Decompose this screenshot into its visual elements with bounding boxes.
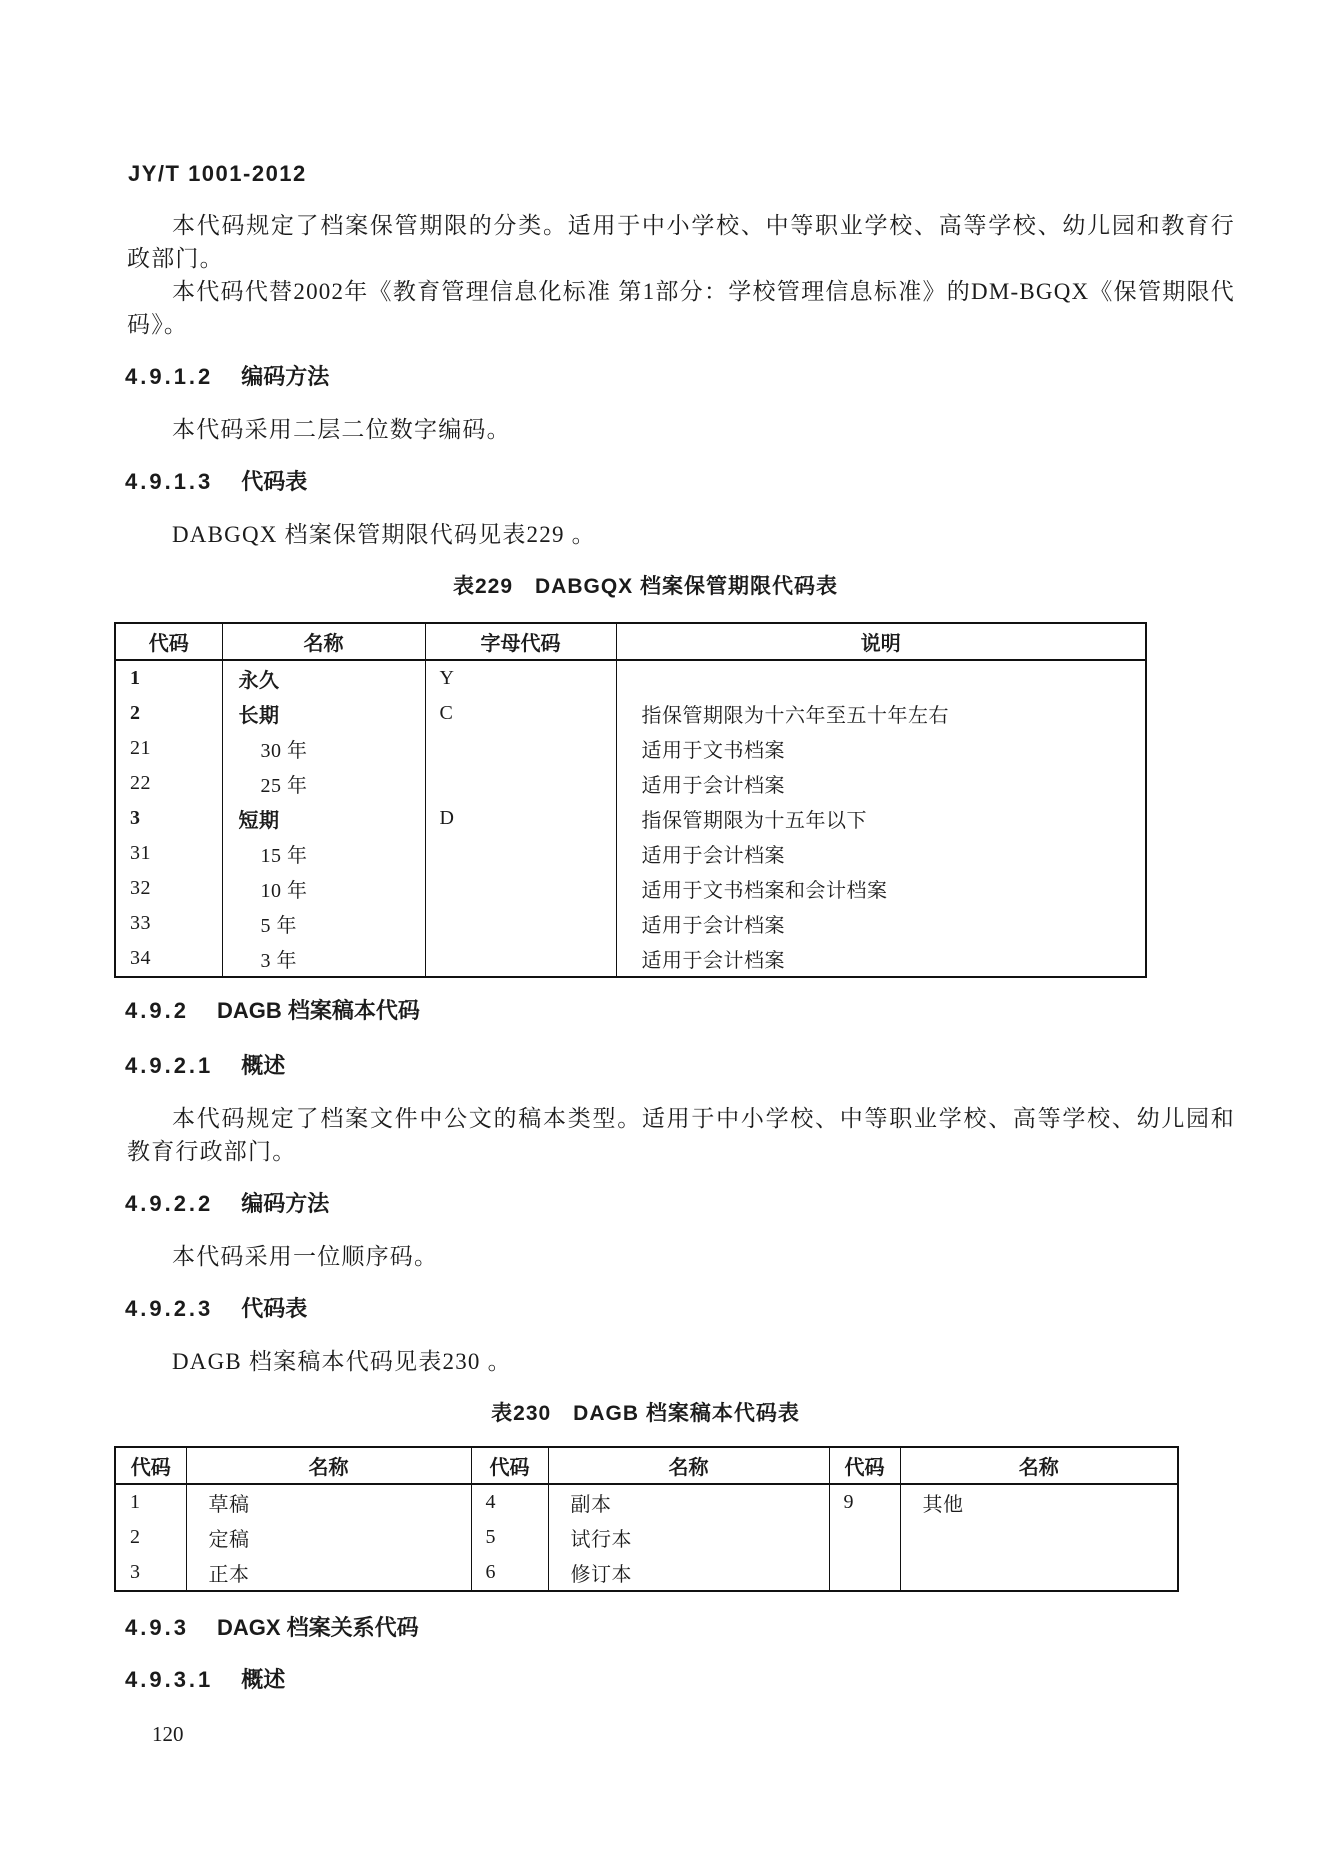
column-header-name: 名称 bbox=[186, 1447, 471, 1484]
heading-title: 概述 bbox=[241, 1053, 286, 1078]
code-cell: 1 bbox=[130, 667, 141, 689]
table-230-caption: 表230 DAGB 档案稿本代码表 bbox=[491, 1402, 800, 1425]
code-cell: 3 bbox=[130, 807, 141, 829]
table-229 bbox=[114, 622, 1147, 978]
letter-code-cell bbox=[425, 731, 616, 766]
name-cell: 长期 bbox=[222, 696, 425, 731]
code-cell: 2 bbox=[130, 702, 141, 724]
heading-number: 4.9.3.1 bbox=[125, 1667, 214, 1692]
letter-code-cell bbox=[425, 871, 616, 906]
column-header-code: 代码 bbox=[115, 1447, 186, 1484]
name-cell: 其他 bbox=[900, 1484, 1178, 1520]
table-row bbox=[115, 1555, 1178, 1591]
column-header-letter-code: 字母代码 bbox=[425, 623, 616, 660]
heading-number: 4.9.2.2 bbox=[125, 1191, 214, 1216]
section-heading-4921 bbox=[125, 1051, 1235, 1081]
code-cell: 21 bbox=[130, 737, 151, 759]
description-cell bbox=[616, 660, 1146, 696]
name-cell: 25 年 bbox=[222, 766, 425, 801]
code-cell: 33 bbox=[130, 912, 151, 934]
heading-title: 代码表 bbox=[241, 1296, 308, 1321]
heading-number: 4.9.2.3 bbox=[125, 1296, 214, 1321]
heading-title: DAGB 档案稿本代码 bbox=[216, 998, 420, 1023]
section-heading-4912 bbox=[125, 362, 1235, 392]
column-header-code: 代码 bbox=[829, 1447, 900, 1484]
code-cell: 2 bbox=[130, 1526, 141, 1548]
name-cell: 15 年 bbox=[222, 836, 425, 871]
heading-title: 代码表 bbox=[241, 469, 308, 494]
table-row bbox=[115, 941, 1146, 977]
code-cell: 34 bbox=[130, 947, 151, 969]
intro-paragraph-2: 本代码代替2002年《教育管理信息化标准 第1部分：学校管理信息标准》的DM-BGQX《保管期限代码》。 bbox=[127, 279, 1235, 337]
section-heading-4922 bbox=[125, 1189, 1235, 1219]
description-cell: 适用于会计档案 bbox=[616, 906, 1146, 941]
heading-number: 4.9.1.2 bbox=[125, 364, 214, 389]
table-row bbox=[115, 906, 1146, 941]
code-cell: 4 bbox=[471, 1484, 548, 1520]
name-cell: 副本 bbox=[548, 1484, 829, 1520]
letter-code-cell bbox=[425, 941, 616, 977]
name-cell bbox=[900, 1555, 1178, 1591]
coding-method-paragraph-2: 本代码采用一位顺序码。 bbox=[172, 1244, 439, 1269]
table-row bbox=[115, 696, 1146, 731]
heading-number: 4.9.1.3 bbox=[125, 469, 214, 494]
name-cell: 修订本 bbox=[548, 1555, 829, 1591]
description-cell: 适用于会计档案 bbox=[616, 836, 1146, 871]
heading-number: 4.9.2 bbox=[125, 998, 189, 1023]
code-cell: 9 bbox=[829, 1484, 900, 1520]
letter-code-cell bbox=[425, 906, 616, 941]
doc-code: JY/T 1001-2012 bbox=[128, 161, 307, 186]
column-header-name: 名称 bbox=[222, 623, 425, 660]
table-230-header-row bbox=[115, 1447, 1178, 1484]
coding-method-paragraph-1: 本代码采用二层二位数字编码。 bbox=[172, 417, 511, 442]
description-cell: 指保管期限为十六年至五十年左右 bbox=[616, 696, 1146, 731]
section-heading-492 bbox=[125, 996, 1235, 1026]
table-row bbox=[115, 801, 1146, 836]
section-heading-493 bbox=[125, 1613, 1235, 1643]
column-header-description: 说明 bbox=[616, 623, 1146, 660]
heading-title: 概述 bbox=[241, 1667, 286, 1692]
code-cell: 31 bbox=[130, 842, 151, 864]
overview-paragraph-2: 本代码规定了档案文件中公文的稿本类型。适用于中小学校、中等职业学校、高等学校、幼儿园和教育行政部门。 bbox=[127, 1106, 1235, 1164]
code-cell bbox=[829, 1520, 900, 1555]
letter-code-cell bbox=[425, 836, 616, 871]
section-heading-4913 bbox=[125, 467, 1235, 497]
page-number: 120 bbox=[152, 1722, 184, 1746]
table-229-reference: DABGQX 档案保管期限代码见表229 。 bbox=[172, 522, 596, 547]
table-row bbox=[115, 871, 1146, 906]
code-cell bbox=[829, 1555, 900, 1591]
name-cell: 30 年 bbox=[222, 731, 425, 766]
description-cell: 适用于文书档案和会计档案 bbox=[616, 871, 1146, 906]
table-230 bbox=[114, 1446, 1179, 1592]
name-cell: 永久 bbox=[222, 660, 425, 696]
table-row bbox=[115, 660, 1146, 696]
section-heading-4931 bbox=[125, 1665, 1235, 1695]
code-cell: 32 bbox=[130, 877, 151, 899]
code-cell: 3 bbox=[130, 1561, 141, 1583]
letter-code-cell bbox=[425, 766, 616, 801]
heading-title: 编码方法 bbox=[241, 364, 330, 389]
heading-title: 编码方法 bbox=[241, 1191, 330, 1216]
heading-number: 4.9.2.1 bbox=[125, 1053, 214, 1078]
name-cell: 3 年 bbox=[222, 941, 425, 977]
column-header-name: 名称 bbox=[548, 1447, 829, 1484]
heading-number: 4.9.3 bbox=[125, 1615, 189, 1640]
column-header-code: 代码 bbox=[471, 1447, 548, 1484]
table-230-reference: DAGB 档案稿本代码见表230 。 bbox=[172, 1349, 512, 1374]
section-heading-4923 bbox=[125, 1294, 1235, 1324]
name-cell: 试行本 bbox=[548, 1520, 829, 1555]
code-cell: 6 bbox=[471, 1555, 548, 1591]
name-cell: 短期 bbox=[222, 801, 425, 836]
code-cell: 5 bbox=[471, 1520, 548, 1555]
table-229-header-row bbox=[115, 623, 1146, 660]
letter-code-cell: C bbox=[425, 696, 616, 731]
name-cell: 草稿 bbox=[186, 1484, 471, 1520]
table-row bbox=[115, 731, 1146, 766]
table-row bbox=[115, 766, 1146, 801]
column-header-name: 名称 bbox=[900, 1447, 1178, 1484]
description-cell: 适用于会计档案 bbox=[616, 941, 1146, 977]
code-cell: 22 bbox=[130, 772, 151, 794]
name-cell: 定稿 bbox=[186, 1520, 471, 1555]
letter-code-cell: D bbox=[425, 801, 616, 836]
name-cell bbox=[900, 1520, 1178, 1555]
table-row bbox=[115, 1484, 1178, 1520]
name-cell: 10 年 bbox=[222, 871, 425, 906]
table-229-caption: 表229 DABGQX 档案保管期限代码表 bbox=[452, 575, 839, 598]
description-cell: 适用于文书档案 bbox=[616, 731, 1146, 766]
heading-title: DAGX 档案关系代码 bbox=[216, 1615, 419, 1640]
intro-paragraph-1: 本代码规定了档案保管期限的分类。适用于中小学校、中等职业学校、高等学校、幼儿园和教育行政部门。 bbox=[127, 213, 1235, 271]
letter-code-cell: Y bbox=[425, 660, 616, 696]
table-row bbox=[115, 1520, 1178, 1555]
description-cell: 指保管期限为十五年以下 bbox=[616, 801, 1146, 836]
column-header-code: 代码 bbox=[115, 623, 222, 660]
name-cell: 正本 bbox=[186, 1555, 471, 1591]
name-cell: 5 年 bbox=[222, 906, 425, 941]
description-cell: 适用于会计档案 bbox=[616, 766, 1146, 801]
code-cell: 1 bbox=[130, 1491, 141, 1513]
table-row bbox=[115, 836, 1146, 871]
